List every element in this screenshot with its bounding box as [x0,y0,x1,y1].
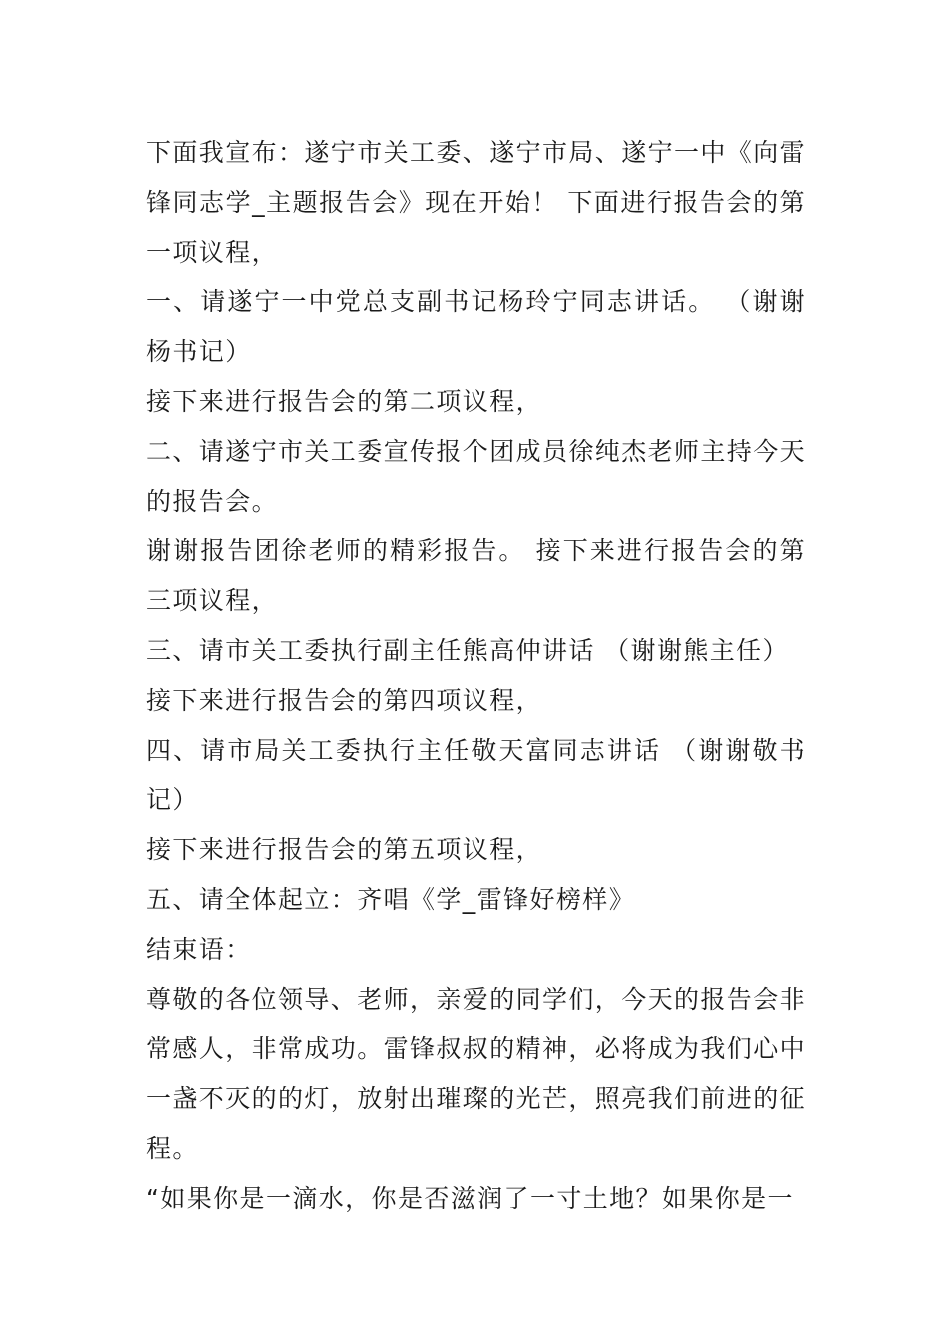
paragraph-transition-5: 接下来进行报告会的第五项议程， [146,835,543,865]
paragraph-agenda-5: 五、请全体起立：齐唱《学_雷锋好榜样》 [146,884,636,914]
document-body [146,128,806,1224]
paragraph-quote: “如果你是一滴水，你是否滋润了一寸土地？如果你是一 [146,1183,794,1213]
paragraph-agenda-4: 四、请市局关工委执行主任敬天富同志讲话 （谢谢敬书记） [146,735,806,815]
paragraph-opening: 下面我宣布：遂宁市关工委、遂宁市局、遂宁一中《向雷锋同志学_主题报告会》现在开始！ 下面进行报告会的第一项议程， [146,138,807,267]
paragraph-transition-2: 接下来进行报告会的第二项议程， [146,386,543,416]
paragraph-closing-remarks: 尊敬的各位领导、老师，亲爱的同学们，今天的报告会非常感人，非常成功。雷锋叔叔的精神，必将成为我们心中一盏不灭的的灯，放射出璀璨的光芒，照亮我们前进的征程。 [146,984,807,1163]
paragraph-agenda-1: 一、请遂宁一中党总支副书记杨玲宁同志讲话。 （谢谢杨书记） [146,287,806,367]
paragraph-transition-3: 谢谢报告团徐老师的精彩报告。 接下来进行报告会的第三项议程， [146,536,806,616]
paragraph-agenda-2: 二、请遂宁市关工委宣传报个团成员徐纯杰老师主持今天的报告会。 [146,436,807,516]
paragraph-closing-heading: 结束语： [146,934,252,964]
paragraph-transition-4: 接下来进行报告会的第四项议程， [146,685,543,715]
paragraph-agenda-3: 三、请市关工委执行副主任熊高仲讲话 （谢谢熊主任） [146,635,789,665]
